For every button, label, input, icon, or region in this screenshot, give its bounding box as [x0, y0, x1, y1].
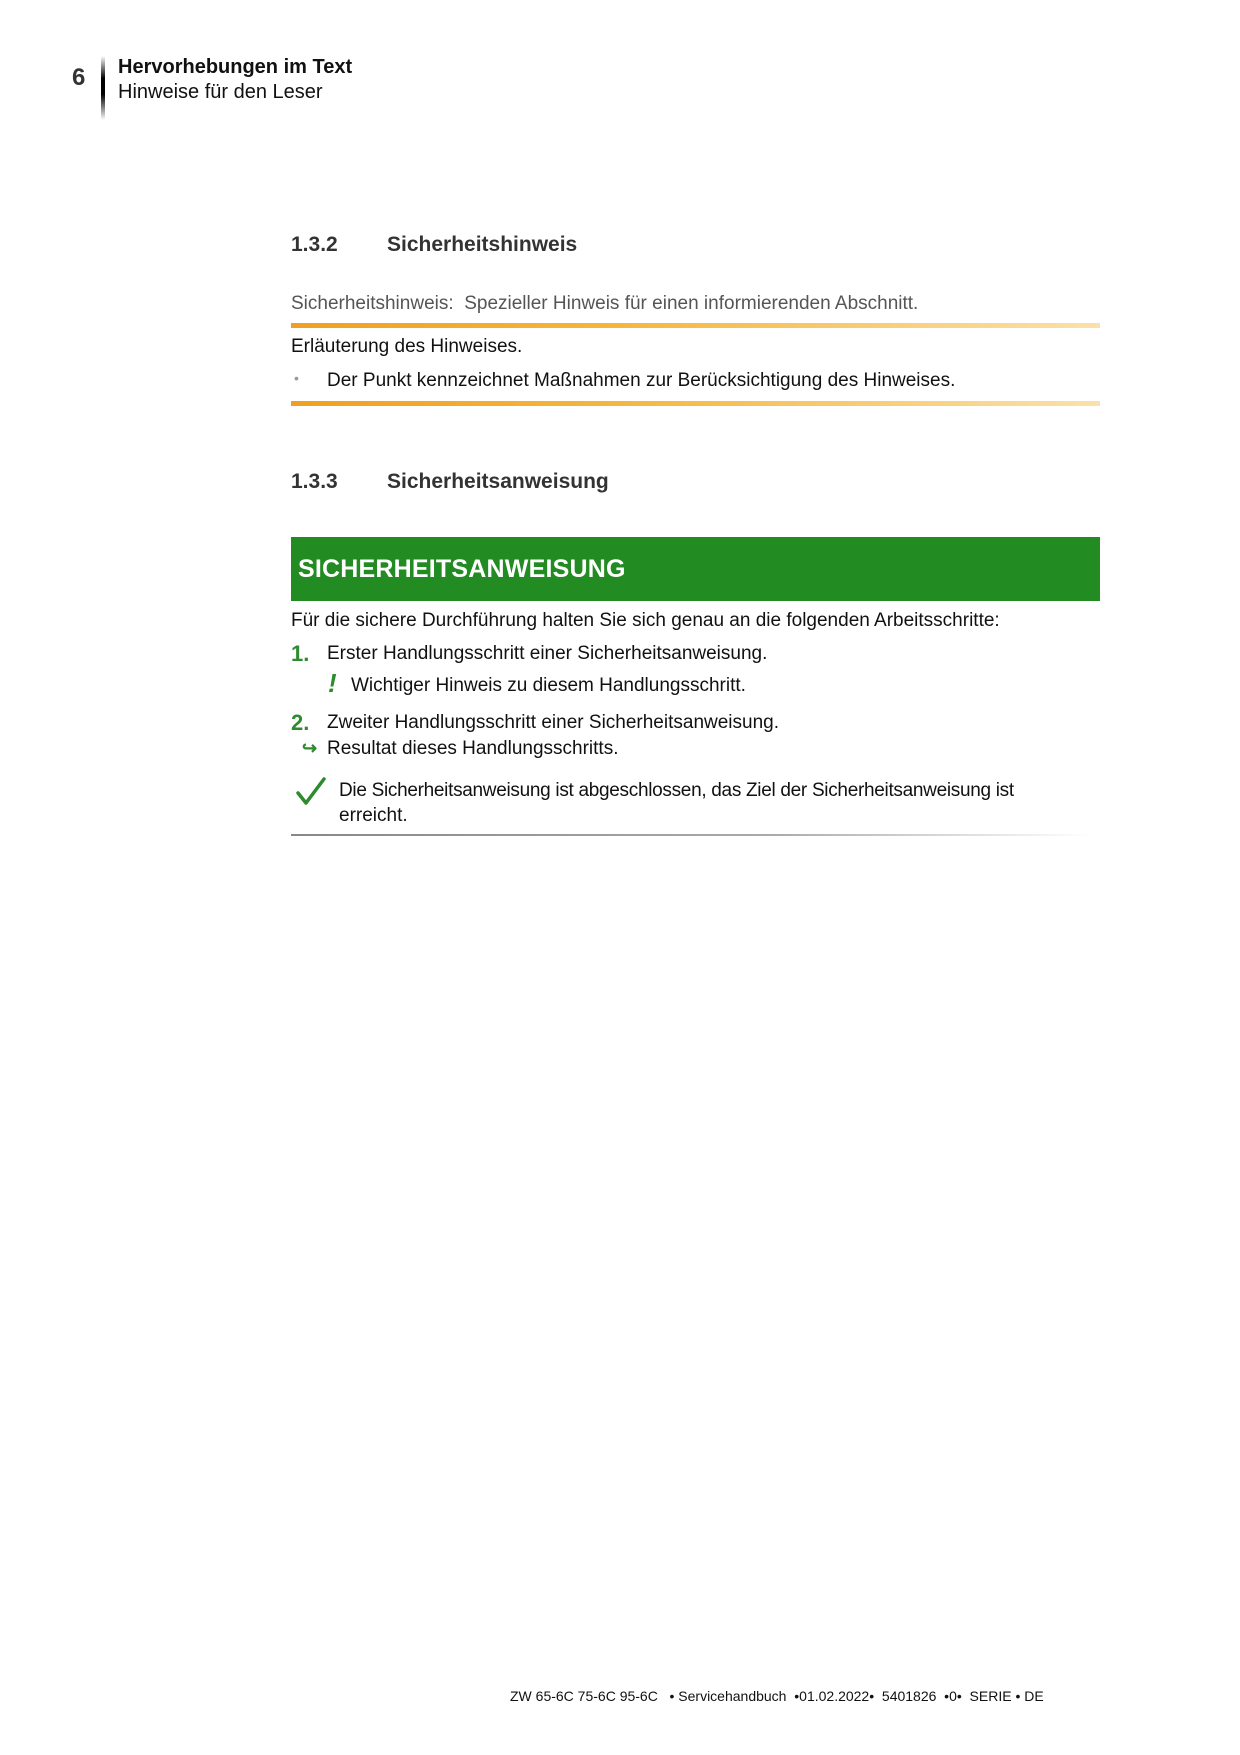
header-divider: [101, 56, 105, 120]
page-number: 6: [72, 64, 86, 91]
step-1-note: Wichtiger Hinweis zu diesem Handlungsschritt.: [351, 675, 746, 696]
safety-instruction-banner: [291, 537, 1100, 601]
heading-1-3-3: [291, 470, 891, 496]
notice-bottom-bar: [291, 401, 1100, 406]
instruction-intro: Für die sichere Durchführung halten Sie sich genau an die folgenden Arbeitsschritte:: [291, 610, 1000, 631]
important-note-icon: !: [328, 668, 337, 698]
heading-title: Sicherheitsanweisung: [387, 470, 609, 493]
chapter-title: Hervorhebungen im Text: [118, 56, 353, 78]
heading-number: 1.3.3: [291, 470, 338, 493]
checkmark-icon: [295, 775, 327, 812]
heading-number: 1.3.2: [291, 233, 338, 256]
step-2-result: Resultat dieses Handlungsschritts.: [327, 738, 619, 759]
step-2-number: 2.: [291, 710, 310, 735]
safety-notice-line: [291, 293, 918, 315]
banner-title: SICHERHEITSANWEISUNG: [298, 555, 626, 583]
step-2-text: Zweiter Handlungsschritt einer Sicherheitsanweisung.: [327, 712, 780, 733]
instruction-end-rule: [291, 834, 1091, 836]
heading-1-3-2: [291, 233, 891, 259]
notice-label: Sicherheitshinweis:: [291, 293, 454, 314]
result-arrow-icon: ↪: [302, 738, 318, 758]
notice-bullet-text: Der Punkt kennzeichnet Maßnahmen zur Berücksichtigung des Hinweises.: [327, 370, 956, 391]
page-footer: ZW 65-6C 75-6C 95-6C • Servicehandbuch •01.02.2022• 5401826 •0• SERIE • DE: [510, 1688, 1044, 1704]
notice-text: Spezieller Hinweis für einen informierenden Abschnitt.: [464, 293, 919, 314]
notice-top-bar: [291, 323, 1100, 328]
bullet-icon: •: [294, 370, 299, 386]
completion-line-2: erreicht.: [339, 805, 408, 826]
step-1-text: Erster Handlungsschritt einer Sicherheitsanweisung.: [327, 643, 768, 664]
heading-title: Sicherheitshinweis: [387, 233, 578, 256]
step-1-number: 1.: [291, 641, 310, 666]
notice-explanation: Erläuterung des Hinweises.: [291, 336, 523, 357]
completion-line-1: Die Sicherheitsanweisung ist abgeschlossen, das Ziel der Sicherheitsanweisung ist: [339, 780, 1014, 801]
section-subtitle: Hinweise für den Leser: [118, 81, 323, 103]
